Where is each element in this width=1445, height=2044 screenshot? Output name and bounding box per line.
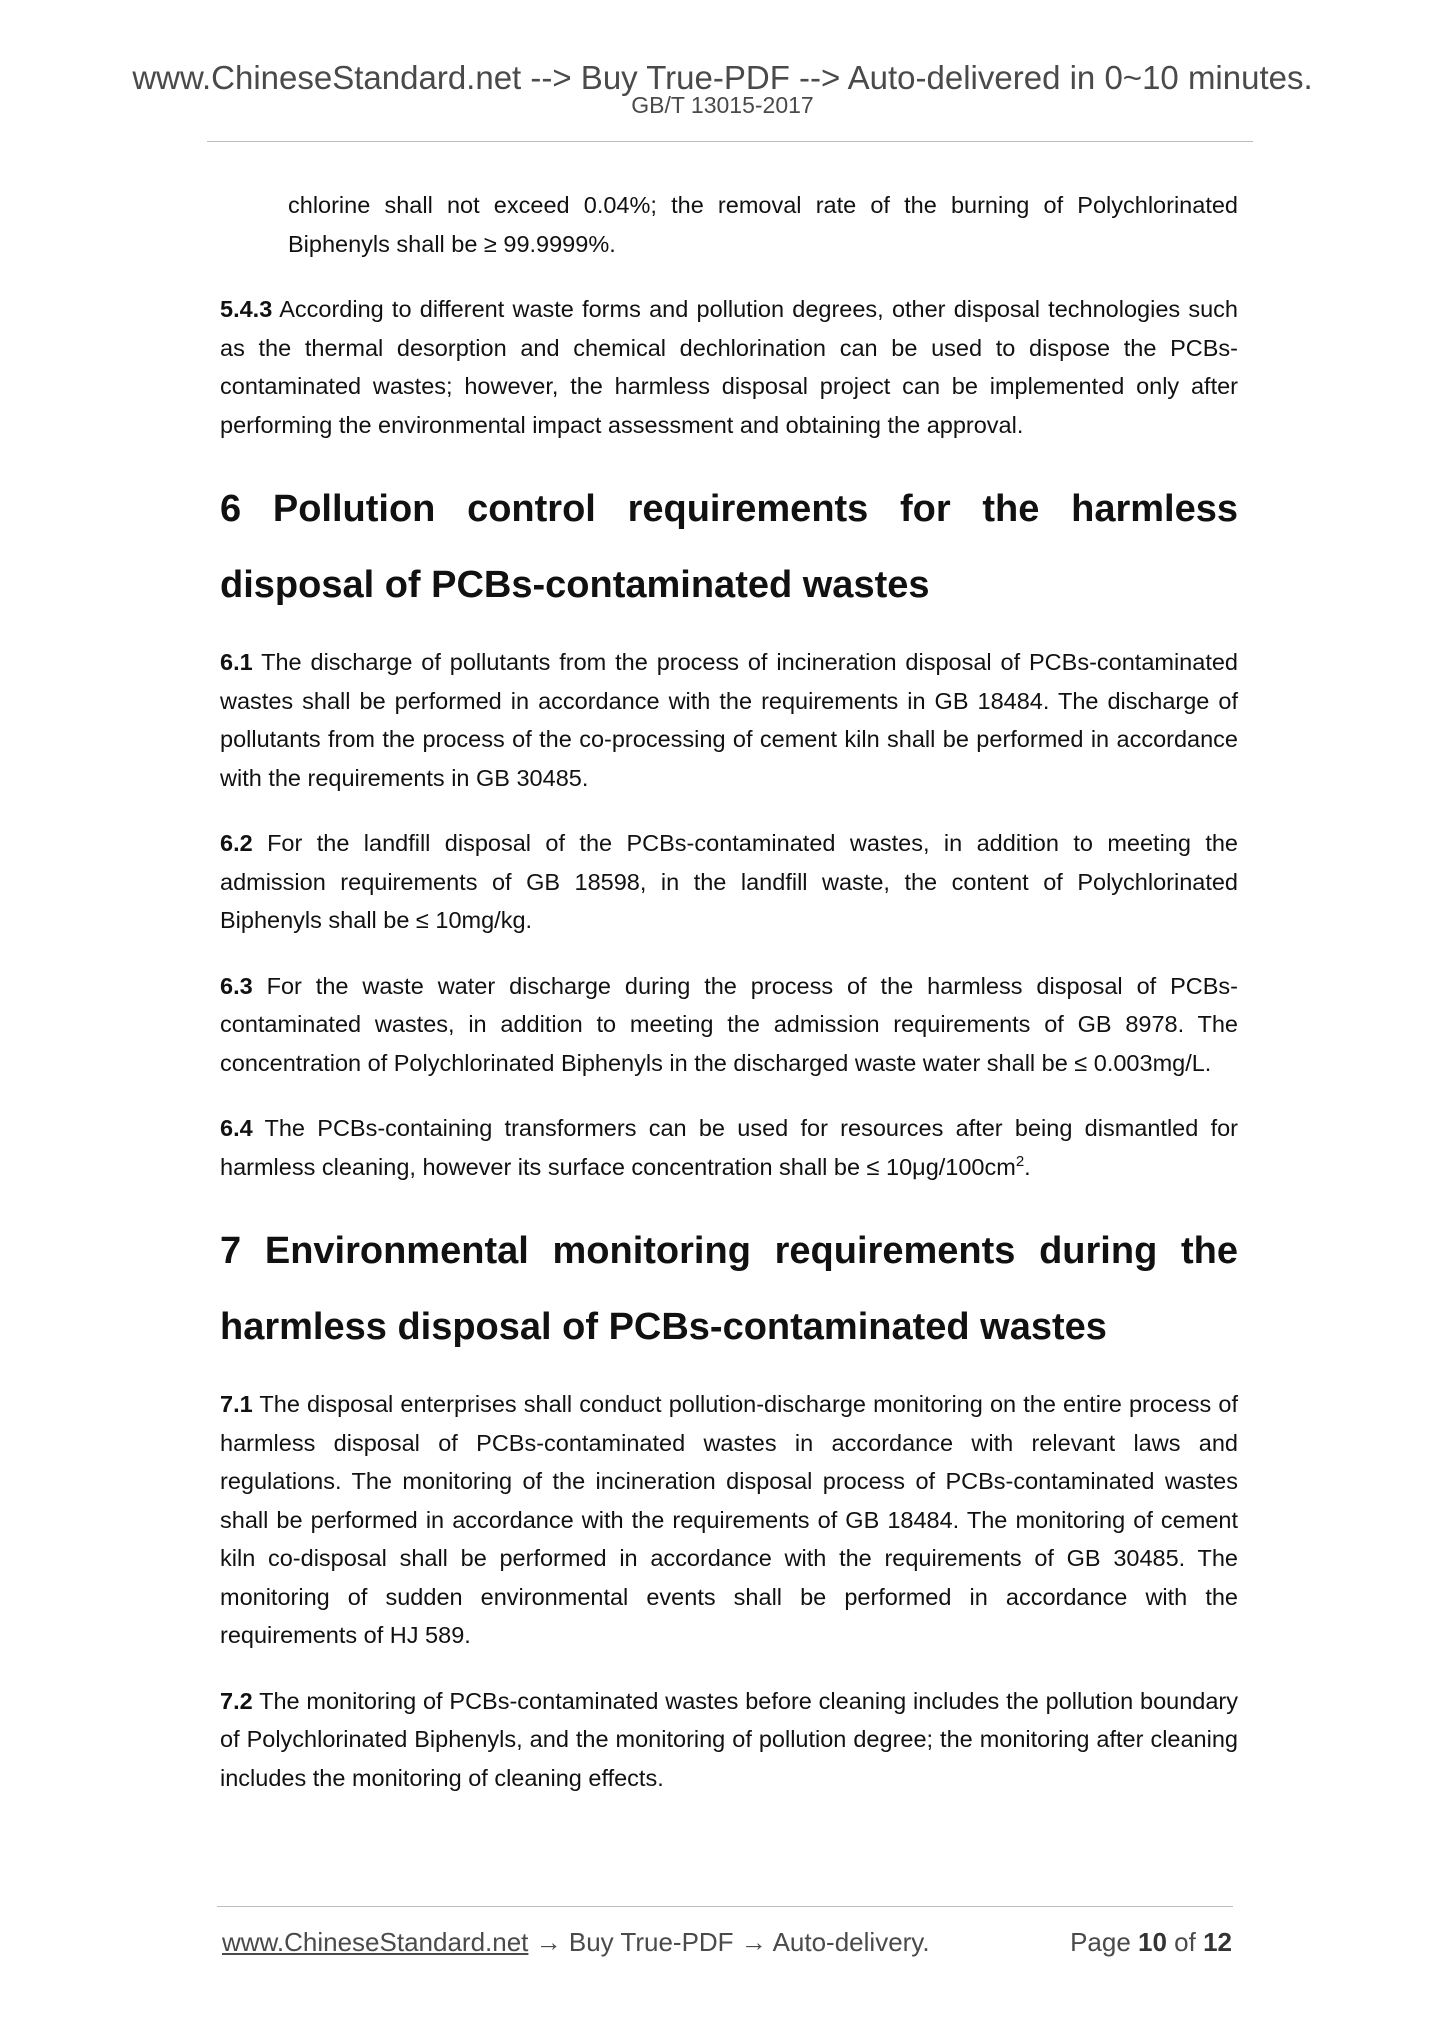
standard-code: GB/T 13015-2017 (631, 92, 814, 118)
clause-text: For the landfill disposal of the PCBs-contaminated wastes, in addition to meeting the admission requirements of GB 18598, in the landfill waste, the content of Polychlorinated Biphenyls shall be ≤ 10mg/kg. (220, 830, 1238, 933)
clause-6-4 (220, 1109, 1238, 1186)
heading-line-1: 7 Environmental monitoring requirements during the (220, 1230, 1238, 1272)
clause-text: According to different waste forms and pollution degrees, other disposal technologies such as the thermal desorption and chemical dechlorination can be used to dispose the PCBs-contaminated wastes; however, the harmless disposal project can be implemented only after performing the environmental impact assessment and obtaining the approval. (220, 296, 1238, 438)
clause-number: 6.4 (220, 1115, 253, 1141)
clause-number: 6.3 (220, 972, 253, 999)
footer-text: → Buy True-PDF → Auto-delivery. (528, 1927, 930, 1957)
of-label: of (1166, 1927, 1204, 1957)
page-number: 10 (1138, 1927, 1167, 1957)
page-label: Page (1070, 1927, 1139, 1957)
clause-6-3 (220, 967, 1238, 1083)
clause-6-2 (220, 824, 1238, 940)
clause-end: . (1024, 1153, 1031, 1180)
header-divider (207, 141, 1253, 142)
clause-5-4-3 (220, 290, 1238, 444)
clause-6-1 (220, 643, 1238, 797)
clause-text: The discharge of pollutants from the process of incineration disposal of PCBs-contaminated wastes shall be performed in accordance with the requirements in GB 18484. The discharge of pollutants from the process of the co-processing of cement kiln shall be performed in accordance with the requirements in GB 30485. (220, 649, 1238, 791)
page-footer (222, 1922, 1232, 1962)
continued-paragraph: chlorine shall not exceed 0.04%; the removal rate of the burning of Polychlorinated Biphenyls shall be ≥ 99.9999%. (288, 192, 1238, 257)
clause-7-2 (220, 1682, 1238, 1798)
clause-number: 7.2 (220, 1687, 253, 1714)
clause-number: 6.2 (220, 830, 253, 856)
footer-link[interactable]: www.ChineseStandard.net (222, 1927, 529, 1957)
page-indicator (1070, 1922, 1232, 1962)
heading-line-2: harmless disposal of PCBs-contaminated wastes (220, 1306, 1107, 1348)
header-banner: www.ChineseStandard.net --> Buy True-PDF --> Auto-delivered in 0~10 minutes. (132, 59, 1313, 96)
superscript: 2 (1015, 1152, 1025, 1170)
page-total: 12 (1203, 1927, 1232, 1957)
clause-number: 6.1 (220, 649, 253, 675)
section-6-heading (220, 471, 1238, 623)
heading-line-1: 6 Pollution control requirements for the harmless (220, 488, 1238, 530)
clause-number: 7.1 (220, 1391, 253, 1417)
clause-text: The monitoring of PCBs-contaminated wastes before cleaning includes the pollution boundary of Polychlorinated Biphenyls, and the monitoring of pollution degree; the monitoring after cleaning includes the monitoring of cleaning effects. (220, 1687, 1238, 1791)
section-7-heading (220, 1213, 1238, 1365)
heading-line-2: disposal of PCBs-contaminated wastes (220, 564, 930, 606)
clause-text: For the waste water discharge during the process of the harmless disposal of PCBs-contaminated wastes, in addition to meeting the admission requirements of GB 8978. The concentration of Polychlorinated Biphenyls in the discharged waste water shall be ≤ 0.003mg/L. (220, 972, 1238, 1076)
footer-divider (217, 1906, 1233, 1907)
clause-text: The disposal enterprises shall conduct pollution-discharge monitoring on the entire process of harmless disposal of PCBs-contaminated wastes in accordance with relevant laws and regulations. The monitoring of the incineration disposal process of PCBs-contaminated wastes shall be performed in accordance with the requirements of GB 18484. The monitoring of cement kiln co-disposal shall be performed in accordance with the requirements of GB 30485. The monitoring of sudden environmental events shall be performed in accordance with the requirements of HJ 589. (220, 1391, 1238, 1648)
clause-text: The PCBs-containing transformers can be used for resources after being dismantled for harmless cleaning, however its surface concentration shall be ≤ 10μg/100cm (220, 1115, 1238, 1180)
document-body (220, 186, 1238, 1824)
clause-7-1 (220, 1385, 1238, 1655)
clause-number: 5.4.3 (220, 296, 273, 322)
